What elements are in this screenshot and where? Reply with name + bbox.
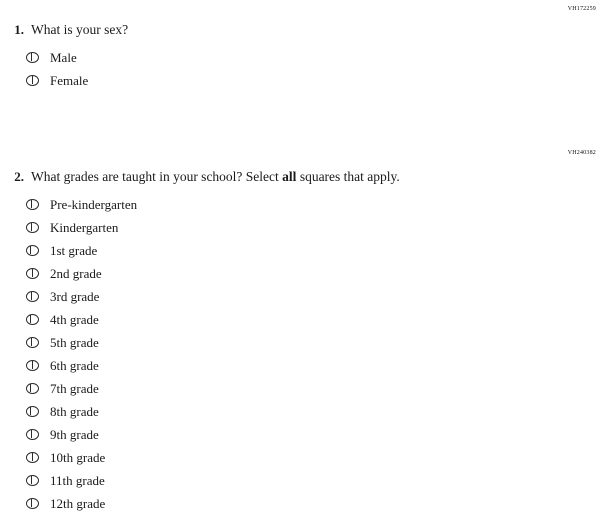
option-6th-grade[interactable] [26, 354, 604, 377]
checkbox-bubble-icon[interactable] [26, 429, 39, 440]
option-label: 10th grade [50, 450, 106, 466]
option-3rd-grade[interactable] [26, 285, 604, 308]
checkbox-bubble-icon[interactable] [26, 314, 39, 325]
option-label: 2nd grade [50, 266, 102, 282]
option-5th-grade[interactable] [26, 331, 604, 354]
checkbox-bubble-icon[interactable] [26, 268, 39, 279]
question-2-prompt [0, 169, 604, 185]
option-label: 11th grade [50, 473, 105, 489]
question-2-text-before: What grades are taught in your school? Select [31, 169, 283, 184]
question-block-1 [0, 22, 604, 92]
option-label: 3rd grade [50, 289, 100, 305]
question-id-1: VH172259 [567, 6, 596, 12]
option-10th-grade[interactable] [26, 446, 604, 469]
option-label: 1st grade [50, 243, 98, 259]
option-male[interactable] [26, 46, 604, 69]
option-4th-grade[interactable] [26, 308, 604, 331]
option-label: Kindergarten [50, 220, 119, 236]
question-2-number: 2. [14, 169, 24, 184]
option-2nd-grade[interactable] [26, 262, 604, 285]
checkbox-bubble-icon[interactable] [26, 452, 39, 463]
option-8th-grade[interactable] [26, 400, 604, 423]
option-label: 7th grade [50, 381, 99, 397]
question-1-text: What is your sex? [31, 22, 129, 37]
option-pre-kindergarten[interactable] [26, 193, 604, 216]
checkbox-bubble-icon[interactable] [26, 406, 39, 417]
option-11th-grade[interactable] [26, 469, 604, 492]
question-1-number: 1. [14, 22, 24, 37]
question-1-prompt [0, 22, 604, 38]
checkbox-bubble-icon[interactable] [26, 245, 39, 256]
checkbox-bubble-icon[interactable] [26, 291, 39, 302]
option-label: 4th grade [50, 312, 99, 328]
option-label: Pre-kindergarten [50, 197, 138, 213]
option-female[interactable] [26, 69, 604, 92]
option-12th-grade[interactable] [26, 492, 604, 515]
checkbox-bubble-icon[interactable] [26, 222, 39, 233]
option-kindergarten[interactable] [26, 216, 604, 239]
option-9th-grade[interactable] [26, 423, 604, 446]
option-label: Male [50, 50, 77, 66]
question-2-options [0, 193, 604, 515]
option-label: Female [50, 73, 89, 89]
question-1-options [0, 46, 604, 92]
radio-bubble-icon[interactable] [26, 75, 39, 86]
option-1st-grade[interactable] [26, 239, 604, 262]
radio-bubble-icon[interactable] [26, 52, 39, 63]
checkbox-bubble-icon[interactable] [26, 498, 39, 509]
question-id-2: VH240382 [567, 150, 596, 156]
option-label: 5th grade [50, 335, 99, 351]
option-label: 8th grade [50, 404, 99, 420]
question-2-text-after: squares that apply. [296, 169, 400, 184]
checkbox-bubble-icon[interactable] [26, 475, 39, 486]
question-2-text [24, 169, 400, 185]
checkbox-bubble-icon[interactable] [26, 360, 39, 371]
question-block-2 [0, 169, 604, 515]
checkbox-bubble-icon[interactable] [26, 383, 39, 394]
option-label: 6th grade [50, 358, 99, 374]
option-label: 9th grade [50, 427, 99, 443]
checkbox-bubble-icon[interactable] [26, 337, 39, 348]
option-label: 12th grade [50, 496, 106, 512]
question-2-text-bold: all [282, 169, 297, 184]
checkbox-bubble-icon[interactable] [26, 199, 39, 210]
option-7th-grade[interactable] [26, 377, 604, 400]
